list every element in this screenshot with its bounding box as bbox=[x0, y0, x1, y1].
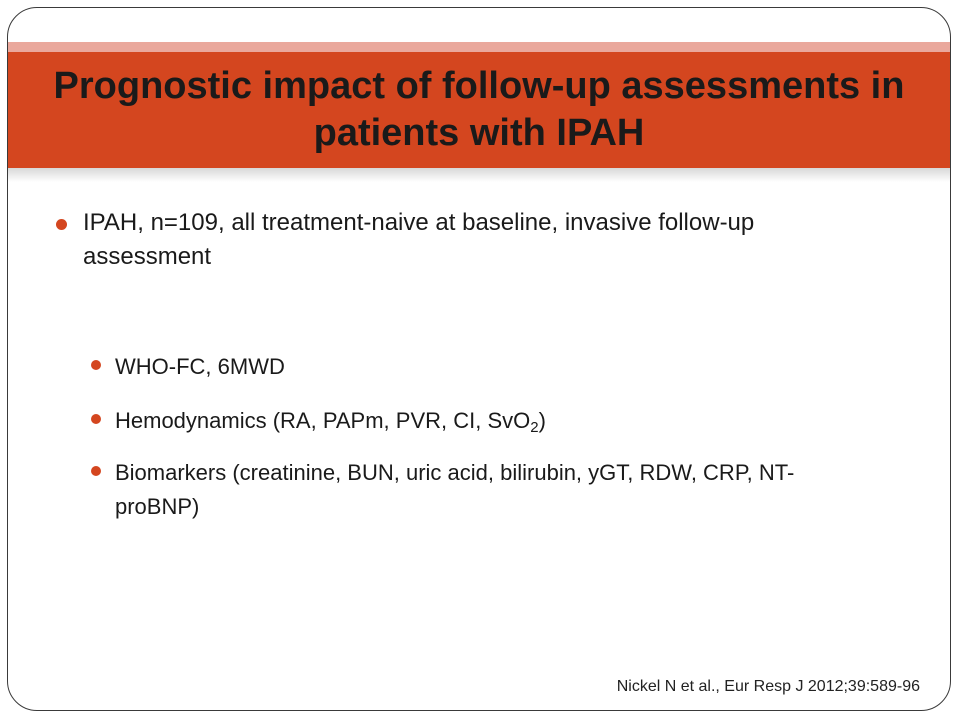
sub-bullet-text-main: Hemodynamics (RA, PAPm, PVR, CI, SvO bbox=[115, 408, 531, 433]
sub-bullet-text: Biomarkers (creatinine, BUN, uric acid, bilirubin, yGT, RDW, CRP, NT-proBNP) bbox=[115, 460, 795, 519]
sub-bullet-text: WHO-FC, 6MWD bbox=[115, 354, 285, 379]
sub-bullet-item bbox=[91, 456, 871, 524]
bullet-text: IPAH, n=109, all treatment-naive at baseline, invasive follow-up assessment bbox=[83, 209, 755, 270]
bullet-dot-icon bbox=[91, 466, 101, 476]
slide-title: Prognostic impact of follow-up assessments in patients with IPAH bbox=[53, 65, 905, 154]
citation: Nickel N et al., Eur Resp J 2012;39:589-96 bbox=[616, 678, 920, 695]
bullet-item bbox=[56, 206, 856, 274]
sub-bullet-item bbox=[91, 404, 871, 438]
sub-bullet-text-tail: ) bbox=[538, 408, 546, 433]
title-shadow bbox=[8, 168, 950, 182]
bullet-dot-icon bbox=[91, 360, 101, 370]
bullet-dot-icon bbox=[56, 219, 67, 230]
sub-bullet-item bbox=[91, 350, 871, 384]
sub-bullet-text bbox=[115, 404, 546, 438]
subscript-text: 2 bbox=[530, 419, 539, 436]
bullet-dot-icon bbox=[91, 414, 101, 424]
